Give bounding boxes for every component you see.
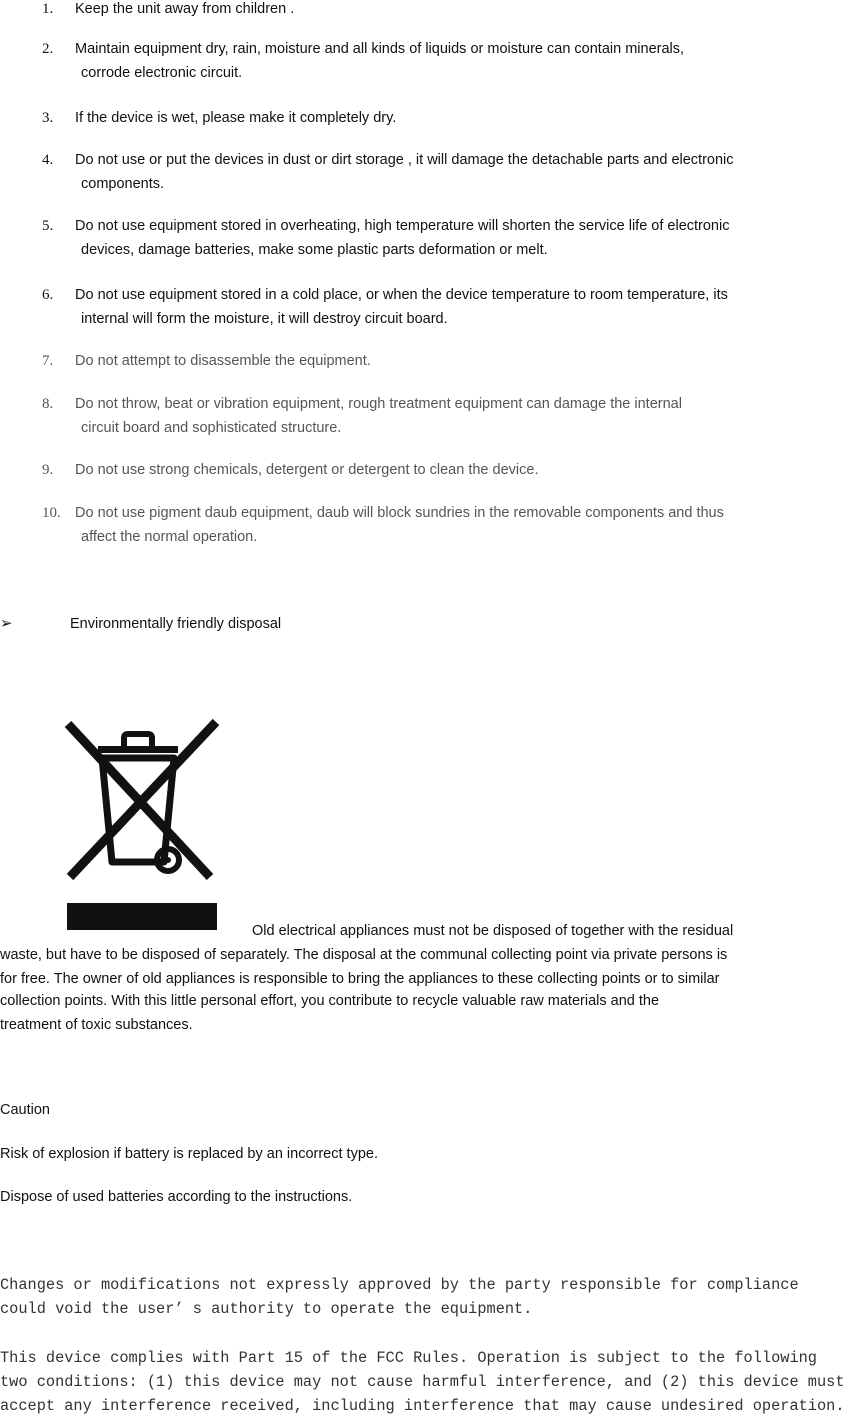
disposal-heading: Environmentally friendly disposal (70, 616, 282, 632)
item-number: 6. (42, 287, 54, 303)
weee-crossed-bin-icon (60, 712, 222, 934)
item-number: 3. (42, 110, 54, 126)
item-text-continued: components. (81, 176, 165, 192)
caution-line: Dispose of used batteries according to the instructions. (0, 1189, 353, 1205)
item-text: Do not use strong chemicals, detergent or detergent to clean the device. (75, 462, 539, 478)
fcc-line: could void the user’ s authority to operate the equipment. (0, 1300, 533, 1318)
item-number: 8. (42, 396, 54, 412)
paragraph-line: collection points. With this little personal effort, you contribute to recycle valuable raw materials and the (0, 993, 660, 1009)
item-text: Do not use pigment daub equipment, daub will block sundries in the removable components and thus (75, 505, 724, 521)
item-number: 10. (42, 505, 61, 521)
item-text-continued: internal will form the moisture, it will destroy circuit board. (81, 311, 448, 327)
item-text: If the device is wet, please make it completely dry. (75, 110, 397, 126)
item-text: Do not attempt to disassemble the equipment. (75, 353, 371, 369)
item-text: Maintain equipment dry, rain, moisture and all kinds of liquids or moisture can contain minerals, (75, 41, 685, 57)
item-number: 4. (42, 152, 54, 168)
fcc-line: accept any interference received, including interference that may cause undesired operation. (0, 1397, 845, 1415)
item-text-continued: corrode electronic circuit. (81, 65, 243, 81)
item-text-continued: affect the normal operation. (81, 529, 258, 545)
item-number: 2. (42, 41, 54, 57)
paragraph-line: for free. The owner of old appliances is responsible to bring the appliances to these collecting points or to similar (0, 971, 720, 987)
fcc-line: This device complies with Part 15 of the FCC Rules. Operation is subject to the following (0, 1349, 817, 1367)
item-number: 1. (42, 1, 54, 17)
item-text: Do not use or put the devices in dust or dirt storage , it will damage the detachable parts and electronic (75, 152, 734, 168)
item-text: Do not use equipment stored in overheating, high temperature will shorten the service life of electronic (75, 218, 730, 234)
paragraph-line: waste, but have to be disposed of separately. The disposal at the communal collecting point via private persons is (0, 947, 728, 963)
arrow-bullet-icon: ➢ (0, 615, 13, 632)
item-number: 5. (42, 218, 54, 234)
paragraph-line: Old electrical appliances must not be disposed of together with the residual (252, 923, 734, 939)
fcc-line: Changes or modifications not expressly approved by the party responsible for compliance (0, 1276, 799, 1294)
item-text: Do not use equipment stored in a cold place, or when the device temperature to room temperature, its (75, 287, 728, 303)
item-text-continued: circuit board and sophisticated structure. (81, 420, 342, 436)
item-text: Do not throw, beat or vibration equipment, rough treatment equipment can damage the internal (75, 396, 682, 412)
item-text-continued: devices, damage batteries, make some plastic parts deformation or melt. (81, 242, 548, 258)
caution-line: Risk of explosion if battery is replaced by an incorrect type. (0, 1146, 378, 1162)
item-number: 7. (42, 353, 54, 369)
fcc-line: two conditions: (1) this device may not cause harmful interference, and (2) this device must (0, 1373, 845, 1391)
caution-title: Caution (0, 1102, 50, 1118)
disposal-heading-row (0, 612, 866, 636)
item-number: 9. (42, 462, 54, 478)
paragraph-line: treatment of toxic substances. (0, 1017, 193, 1033)
item-text: Keep the unit away from children . (75, 1, 295, 17)
